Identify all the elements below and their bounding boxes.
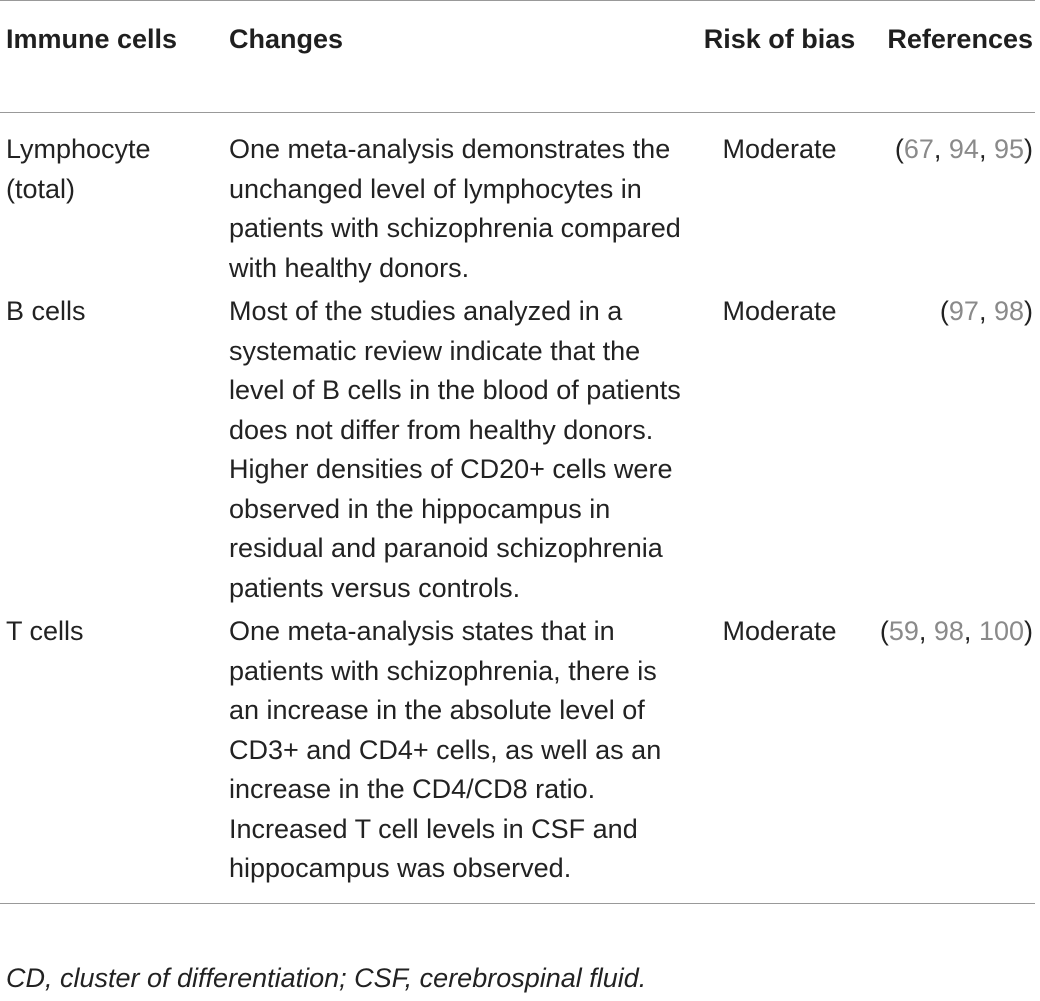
table-row [0,292,1035,612]
reference-link[interactable]: 94 [948,134,979,164]
table-body [0,113,1035,904]
header-changes: Changes [215,1,702,113]
reference-link[interactable]: 98 [933,616,964,646]
immune-cell-name: T cells [0,612,215,903]
changes-text: One meta-analysis states that in patients with schizophrenia, there is an increase in the absolute level of CD3+ and CD4+ cells, as well as an increase in the CD4/CD8 ratio. Increased T cell levels in CSF and hippocampus was observed. [215,612,702,903]
risk-of-bias-value: Moderate [722,134,837,164]
reference-link[interactable]: 95 [993,134,1024,164]
references-cell: (67, 94, 95) [894,134,1033,164]
table-row [0,113,1035,293]
immune-cell-name: Lymphocyte (total) [6,134,151,204]
reference-link[interactable]: 67 [903,134,934,164]
header-references: References [857,1,1035,113]
header-row [0,1,1035,113]
reference-link[interactable]: 59 [888,616,919,646]
immune-cell-name: B cells [6,296,86,326]
reference-link[interactable]: 100 [978,616,1024,646]
reference-link[interactable]: 97 [948,296,979,326]
changes-text: Most of the studies analyzed in a systematic review indicate that the level of B cells in the blood of patients does not differ from healthy donors. Higher densities of CD20+ cells were observed in the hippocampus in residual and paranoid schizophrenia patients versus controls. [229,296,681,603]
risk-of-bias-value: Moderate [702,612,857,903]
table-header [0,1,1035,113]
table-row [0,612,1035,903]
changes-text: One meta-analysis demonstrates the unchanged level of lymphocytes in patients with schizophrenia compared with healthy donors. [229,134,681,283]
references-cell: (97, 98) [939,296,1033,326]
header-risk-of-bias: Risk of bias [702,1,857,113]
reference-link[interactable]: 98 [993,296,1024,326]
header-immune-cells: Immune cells [0,1,215,113]
risk-of-bias-value: Moderate [722,296,837,326]
table-footnote: CD, cluster of differentiation; CSF, cerebrospinal fluid. [6,963,647,993]
references-cell: (59, 98, 100) [857,612,1035,903]
